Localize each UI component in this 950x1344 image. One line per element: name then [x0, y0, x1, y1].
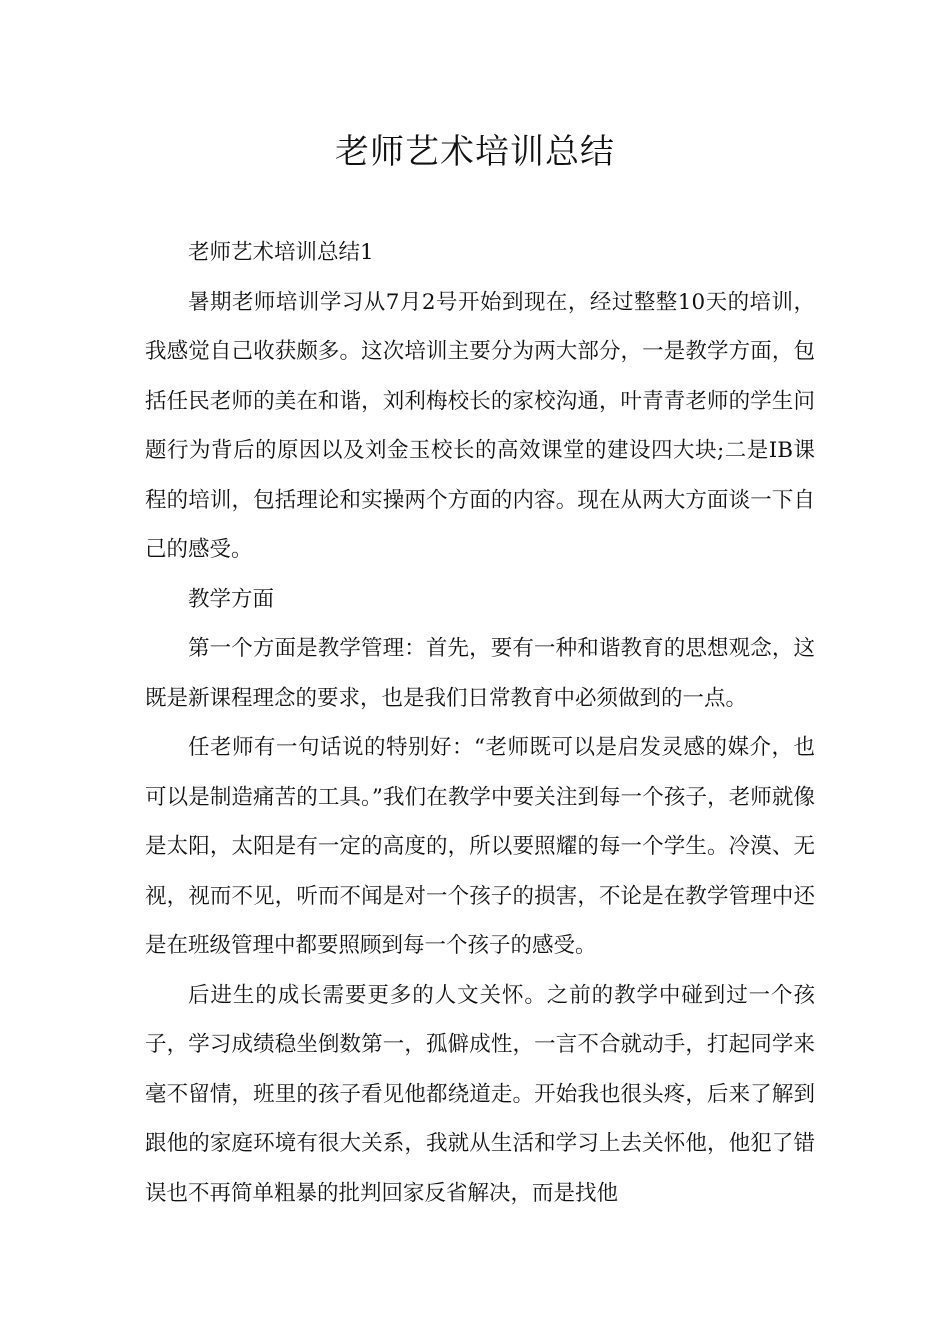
paragraph: 任老师有一句话说的特别好：“老师既可以是启发灵感的媒介，也可以是制造痛苦的工具。”我们在教学中要关注到每一个孩子，老师就像是太阳，太阳是有一定的高度的，所以要照耀的每一个学生。冷漠、无视，视而不见，听而不闻是对一个孩子的损害，不论是在教学管理中还是在班级管理中都要照顾到每一个孩子的感受。 — [145, 735, 815, 958]
document-title: 老师艺术培训总结 — [335, 132, 615, 172]
paragraph: 暑期老师培训学习从7月2号开始到现在，经过整整10天的培训，我感觉自己收获颇多。这次培训主要分为两大部分，一是教学方面，包括任民老师的美在和谐，刘利梅校长的家校沟通，叶青青老师的学生问题行为背后的原因以及刘金玉校长的高效课堂的建设四大块;二是IB课程的培训，包括理论和实操两个方面的内容。现在从两大方面谈一下自己的感受。 — [145, 289, 815, 562]
paragraph: 第一个方面是教学管理：首先，要有一种和谐教育的思想观念，这既是新课程理念的要求，也是我们日常教育中必须做到的一点。 — [145, 636, 815, 711]
subsection-heading: 教学方面 — [188, 586, 275, 612]
section-heading: 老师艺术培训总结1 — [188, 240, 374, 265]
paragraph: 后进生的成长需要更多的人文关怀。之前的教学中碰到过一个孩子，学习成绩稳坐倒数第一，孤僻成性，一言不合就动手，打起同学来毫不留情，班里的孩子看见他都绕道走。开始我也很头疼，后来了解到跟他的家庭环境有很大关系，我就从生活和学习上去关怀他，他犯了错误也不再简单粗暴的批判回家反省解决，而是找他 — [145, 982, 815, 1206]
document-body — [145, 228, 815, 1218]
